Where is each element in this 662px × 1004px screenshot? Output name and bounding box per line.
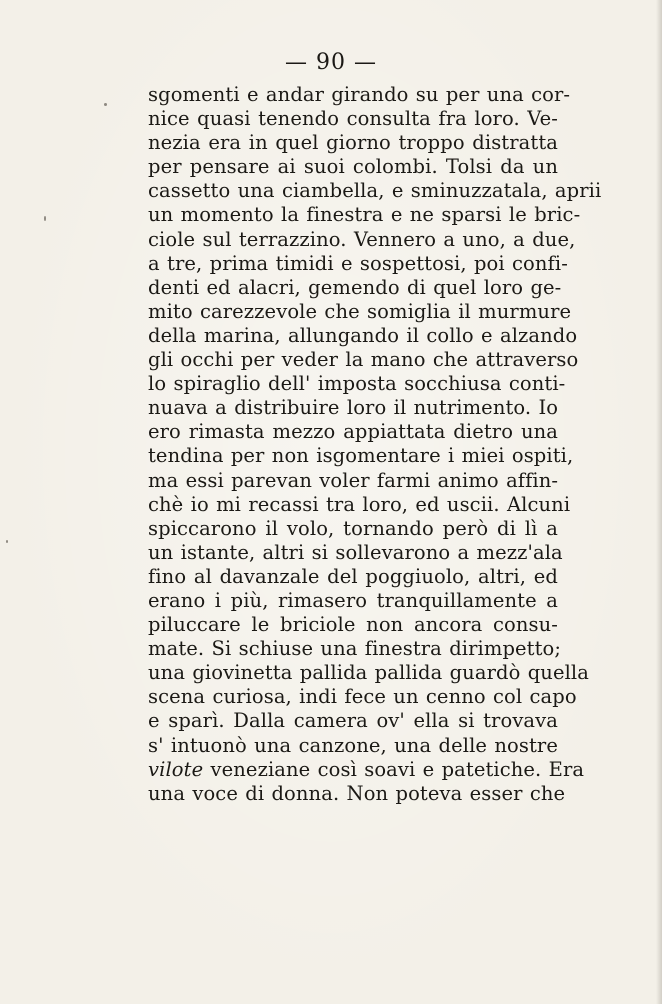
- text-line: nuava a distribuire loro il nutrimento. Io: [148, 396, 559, 420]
- text-line: erano i più, rimasero tranquillamente a: [148, 588, 558, 612]
- text-line-rest: veneziane così soavi e patetiche. Era: [203, 757, 585, 781]
- text-line: a tre, prima timidi e sospettosi, poi confi-: [148, 251, 568, 275]
- text-line: mate. Si schiuse una finestra dirimpetto;: [148, 637, 562, 661]
- italic-word: vilote: [148, 757, 204, 781]
- text-line: una giovinetta pallida pallida guardò quella: [148, 661, 589, 685]
- text-line: mito carezzevole che somiglia il murmure: [148, 299, 572, 323]
- text-line: per pensare ai suoi colombi. Tolsi da un: [148, 155, 558, 179]
- text-line: spiccarono il volo, tornando però di lì a: [148, 516, 558, 540]
- text-line: gli occhi per veder la mano che attraverso: [148, 348, 579, 372]
- print-speck: [44, 216, 46, 221]
- page-number: — 90 —: [285, 50, 377, 75]
- text-line: fino al davanzale del poggiuolo, altri, ed: [148, 564, 558, 588]
- text-line: ciole sul terrazzino. Vennero a uno, a due,: [148, 227, 576, 251]
- text-line: nice quasi tenendo consulta fra loro. Ve-: [148, 107, 558, 131]
- text-line: scena curiosa, indi fece un cenno col capo: [148, 685, 577, 709]
- text-line: della marina, allungando il collo e alzando: [148, 323, 578, 347]
- text-line: lo spiraglio dell' imposta socchiusa conti-: [148, 372, 566, 396]
- text-line: ero rimasta mezzo appiattata dietro una: [148, 420, 558, 444]
- text-line: denti ed alacri, gemendo di quel loro ge-: [148, 275, 562, 299]
- text-line: una voce di donna. Non poteva esser che: [148, 781, 566, 805]
- page-edge-shadow: [656, 0, 662, 1004]
- text-line: un momento la finestra e ne sparsi le bric-: [148, 203, 581, 227]
- print-speck: [104, 103, 107, 106]
- body-text: [148, 83, 602, 806]
- text-line: tendina per non isgomentare i miei ospiti,: [148, 444, 574, 468]
- text-line: s' intuonò una canzone, una delle nostre: [148, 733, 558, 757]
- text-line: sgomenti e andar girando su per una cor-: [148, 83, 571, 106]
- text-line-mixed: [148, 757, 585, 782]
- text-line: e sparì. Dalla camera ov' ella si trovava: [148, 709, 558, 733]
- text-line: ma essi parevan voler farmi animo affin-: [148, 468, 559, 492]
- text-line: chè io mi recassi tra loro, ed uscii. Alcuni: [148, 492, 571, 516]
- text-line: piluccare le briciole non ancora consu-: [148, 613, 558, 637]
- print-speck: [6, 540, 8, 543]
- text-line: cassetto una ciambella, e sminuzzatala, aprii: [148, 179, 602, 203]
- text-line: nezia era in quel giorno troppo distratta: [148, 131, 558, 155]
- text-line: un istante, altri si sollevarono a mezz'ala: [148, 540, 563, 564]
